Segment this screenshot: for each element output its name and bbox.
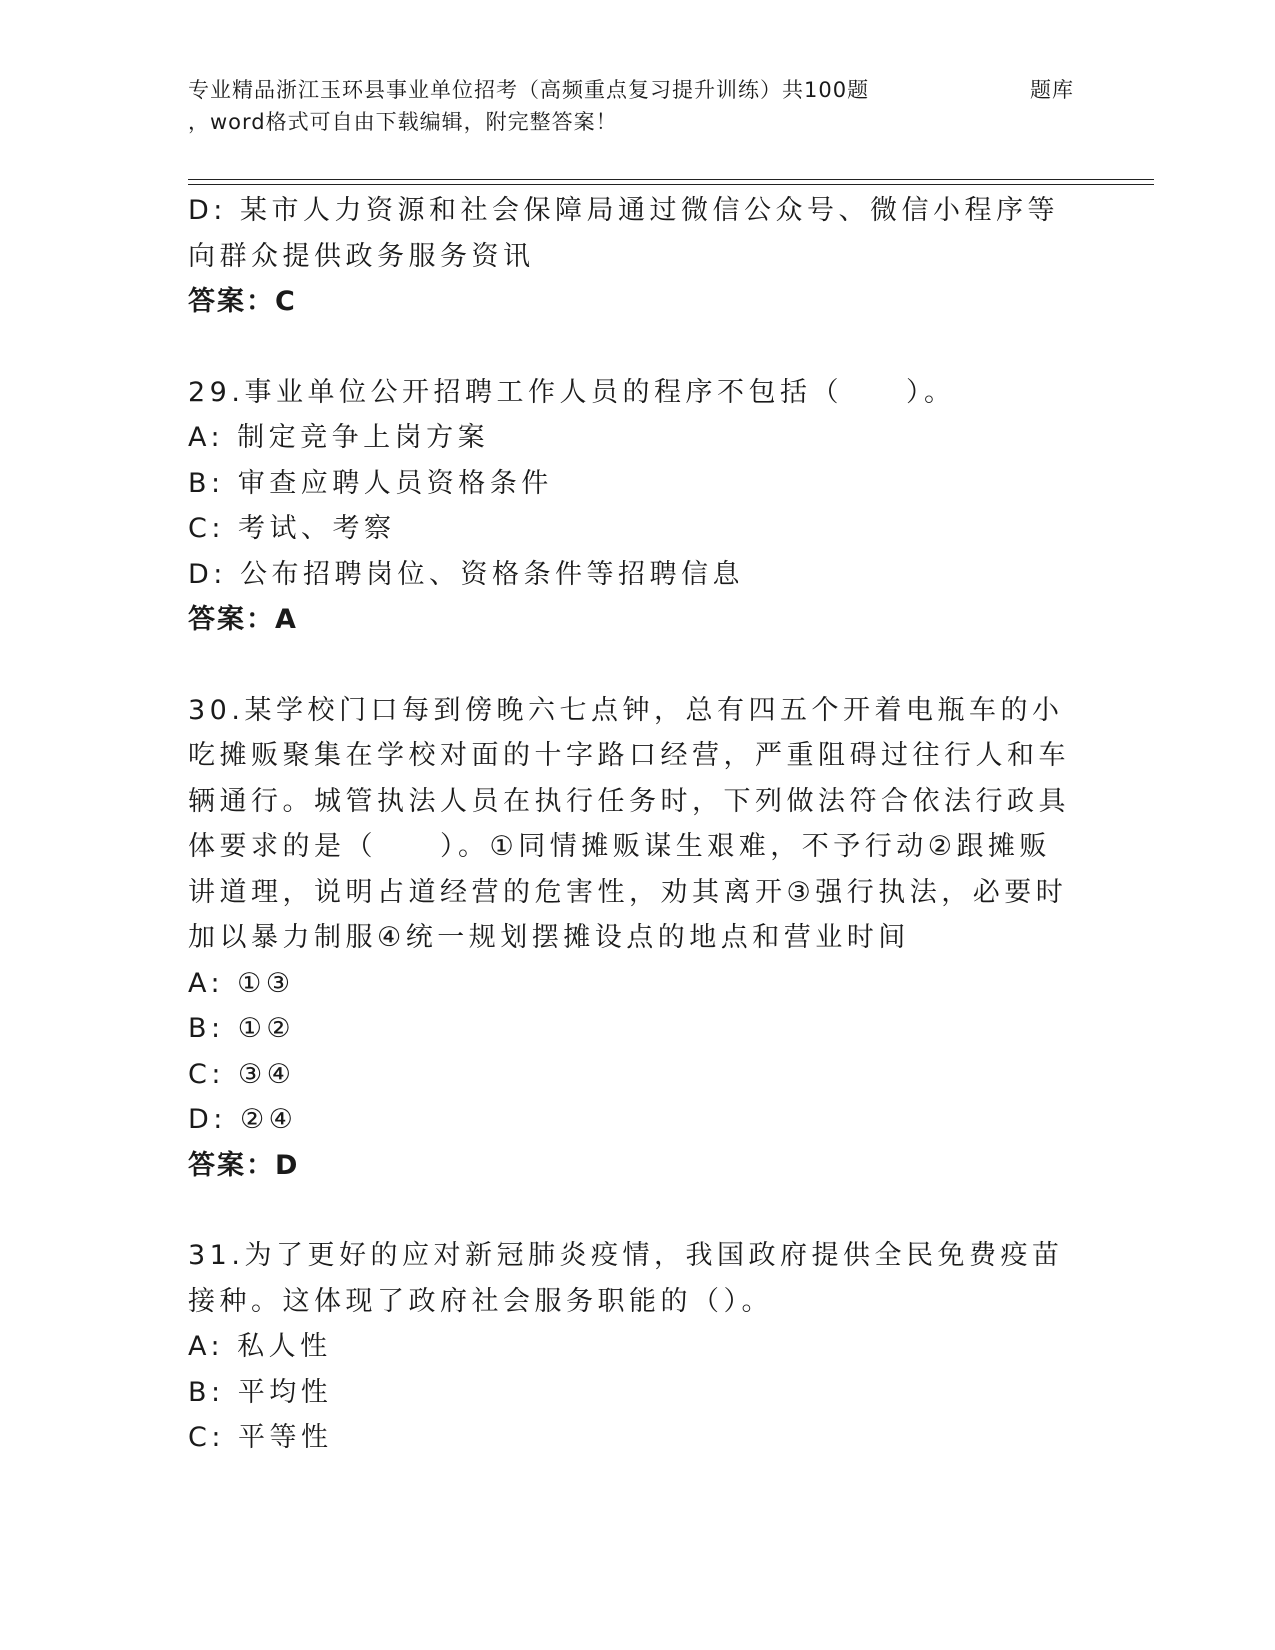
option-c: C: ③④ (188, 1058, 296, 1090)
option-b: B: ①② (188, 1013, 296, 1044)
header-subtitle: ，word格式可自由下载编辑，附完整答案！ (188, 110, 618, 134)
header-rule-top (188, 179, 1154, 180)
prev-answer: 答案：C (188, 286, 297, 317)
header-rule-bottom (188, 184, 1154, 185)
option-c: C: 平等性 (188, 1422, 333, 1453)
page-header (188, 74, 1088, 138)
question-stem: 30.某学校门口每到傍晚六七点钟，总有四五个开着电瓶车的小吃摊贩聚集在学校对面的十字路口经营，严重阻碍过往行人和车辆通行。城管执法人员在执行任务时，下列做法符合依法行政具体要求的是（ ）。①同情摊贩谋生艰难，不予行动②跟摊贩讲道理，说明占道经营的危害性，劝其离开③强行执法，必要时加以暴力制服④统一规划摆摊设点的地点和营业时间 (188, 694, 1070, 953)
spacer (188, 1188, 1078, 1233)
question-stem: 31.为了更好的应对新冠肺炎疫情，我国政府提供全民免费疫苗接种。这体现了政府社会服务职能的（）。 (188, 1240, 1064, 1317)
option-b: B: 审查应聘人员资格条件 (188, 467, 553, 499)
question-content (188, 188, 1078, 1461)
option-c: C: 考试、考察 (188, 513, 396, 544)
spacer (188, 643, 1078, 688)
header-title: 专业精品浙江玉环县事业单位招考（高频重点复习提升训练）共100题 (188, 78, 870, 102)
prev-option-d: D: 某市人力资源和社会保障局通过微信公众号、微信小程序等向群众提供政务服务资讯 (188, 195, 1059, 272)
option-d: D: ②④ (188, 1104, 298, 1135)
answer: 答案：D (188, 1149, 300, 1181)
question-stem: 29.事业单位公开招聘工作人员的程序不包括（ ）。 (188, 376, 956, 408)
answer: 答案：A (188, 604, 298, 635)
question-30 (188, 688, 1078, 1189)
spacer (188, 325, 1078, 370)
option-a: A: 私人性 (188, 1331, 332, 1362)
question-29 (188, 370, 1078, 643)
header-tag: 题库 (1030, 78, 1074, 102)
option-a: A: ①③ (188, 967, 295, 999)
option-a: A: 制定竞争上岗方案 (188, 422, 490, 453)
option-d: D: 公布招聘岗位、资格条件等招聘信息 (188, 558, 744, 590)
question-31 (188, 1233, 1078, 1461)
option-b: B: 平均性 (188, 1376, 333, 1408)
